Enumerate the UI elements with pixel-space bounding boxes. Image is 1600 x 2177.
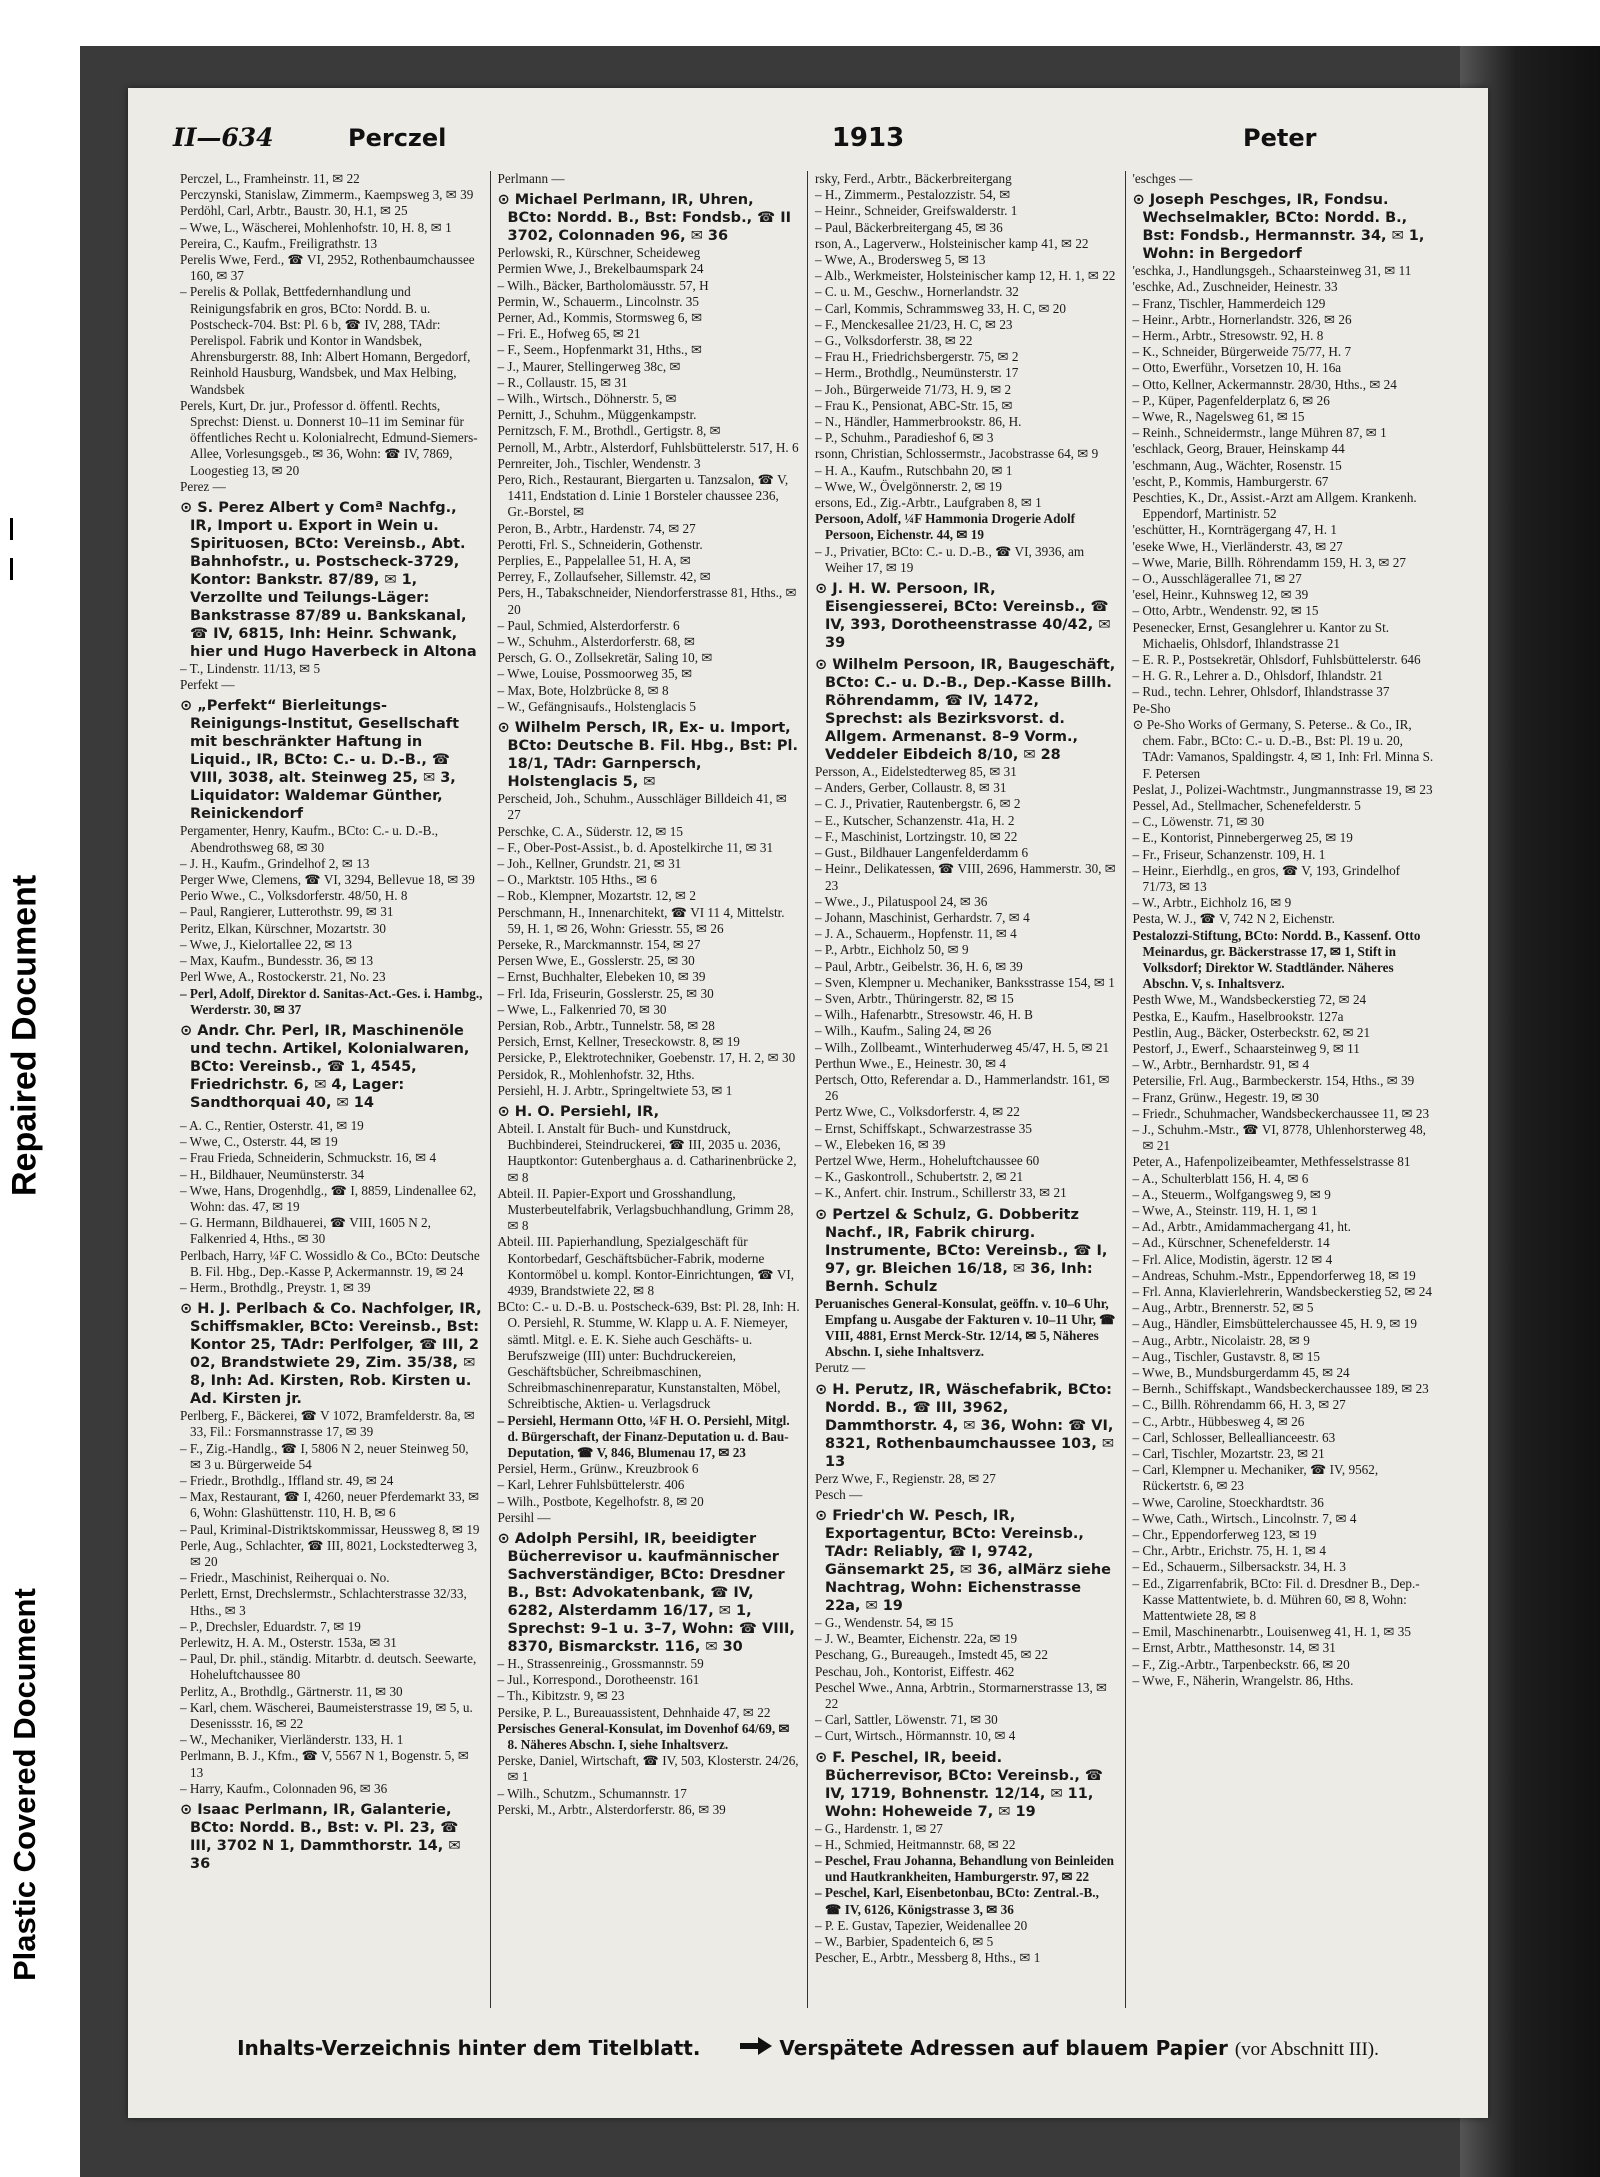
directory-entry: Perlitz, A., Brothdlg., Gärtnerstr. 11, ✉ 30 xyxy=(180,1683,403,1699)
directory-entry: – Reinh., Schneidermstr., lange Mühren 87, ✉ 1 xyxy=(1132,425,1387,441)
directory-entry: – Friedr., Brothdlg., Iffland str. 49, ✉ 24 xyxy=(180,1472,394,1488)
directory-entry: – Wilh., Zollbeamt., Winterhuderweg 45/47, H. 5, ✉ 21 xyxy=(815,1039,1110,1055)
page-header xyxy=(173,123,1443,165)
directory-entry: Pertsch, Otto, Referendar a. D., Hammerlandstr. 161, ✉ 26 xyxy=(815,1071,1110,1104)
directory-entry: – H., Zimmerm., Pestalozzistr. 54, ✉ xyxy=(815,187,1011,203)
directory-entry: – W., Mechaniker, Vierländerstr. 133, H. 1 xyxy=(180,1732,404,1748)
directory-entry: ⊙ Joseph Peschges, IR, Fondsu. Wechselmakler, BCto: Nordd. B., Bst: Fondsb., Hermannstr. 34, ✉ 1, Wohn: in Bergedorf xyxy=(1132,192,1425,263)
directory-entry: Abteil. II. Papier-Export und Grosshandlung, Musterbeutelfabrik, Verlagsbuchhandlung, Grimm 28, ✉ 8 xyxy=(497,1185,794,1234)
directory-entry: Persich, Ernst, Kellner, Treseckowstr. 8, ✉ 19 xyxy=(497,1034,740,1050)
directory-entry: ⊙ Andr. Chr. Perl, IR, Maschinenöle und techn. Artikel, Kolonialwaren, BCto: Vereinsb., ☎ 1, 4545, Friedrichstr. 6, ✉ 4, Lager: Sandthorquai 40, ✉ 14 xyxy=(180,1022,470,1111)
directory-entry: – Frl. Alice, Modistin, ägerstr. 12 ✉ 4 xyxy=(1132,1251,1333,1267)
directory-entry: – Otto, Ewerführ., Vorsetzen 10, H. 16a xyxy=(1132,360,1342,376)
directory-entry: Perthun Wwe., E., Heinestr. 30, ✉ 4 xyxy=(815,1055,1007,1071)
directory-entry: Perlbach, Harry, ¼F C. Wossidlo & Co., BCto: Deutsche B. Fil. Hbg., Dep.-Kasse P, Ackermannstr. 19, ✉ 24 xyxy=(180,1247,480,1279)
directory-entry: – Wwe, L., Falkenried 70, ✉ 30 xyxy=(497,1001,667,1017)
directory-entry: – Friedr., Maschinist, Reiherquai o. No. xyxy=(180,1570,390,1586)
directory-entry: – F., Seem., Hopfenmarkt 31, Hths., ✉ xyxy=(497,342,702,358)
directory-entry: Perelis Wwe, Ferd., ☎ VI, 2952, Rothenbaumchaussee 160, ✉ 37 xyxy=(180,252,475,284)
directory-entry: – Aug., Arbtr., Brennerstr. 52, ✉ 5 xyxy=(1132,1300,1314,1316)
directory-entry: – Frau K., Pensionat, ABC-Str. 15, ✉ xyxy=(815,397,1013,413)
directory-entry: Petersilie, Frl. Aug., Barmbeckerstr. 154, Hths., ✉ 39 xyxy=(1132,1073,1415,1089)
directory-entry: – Carl, Kommis, Schrammsweg 33, H. C, ✉ 20 xyxy=(815,300,1066,316)
directory-entry: – Ed., Schauerm., Silbersackstr. 34, H. 3 xyxy=(1132,1559,1347,1575)
directory-entry: – Ernst, Schiffskapt., Schwarzestrasse 35 xyxy=(815,1120,1032,1136)
directory-entry: – W., Schuhm., Alsterdorferstr. 68, ✉ xyxy=(497,634,695,650)
directory-entry: Perez — xyxy=(180,478,226,494)
directory-entry: – Ad., Kürschner, Schenefelderstr. 14 xyxy=(1132,1235,1330,1251)
directory-entry: – Emil, Maschinenarbtr., Louisenweg 41, H. 1, ✉ 35 xyxy=(1132,1624,1411,1640)
directory-entry: – R., Collaustr. 15, ✉ 31 xyxy=(497,374,628,390)
directory-entry: – H., Strassenreinig., Grossmannstr. 59 xyxy=(497,1656,704,1672)
directory-entry: ⊙ Isaac Perlmann, IR, Galanterie, BCto: Nordd. B., Bst: v. Pl. 23, ☎ III, 3702 N 1, Dammthorstr. 14, ✉ 36 xyxy=(180,1802,461,1873)
directory-columns xyxy=(173,171,1443,2008)
directory-entry: – Wilh., Bäcker, Bartholomäusstr. 57, H xyxy=(497,277,709,293)
directory-entry: – Wwe, J., Kielortallee 22, ✉ 13 xyxy=(180,936,352,952)
directory-entry: – F., Ober-Post-Assist., b. d. Apostelkirche 11, ✉ 31 xyxy=(497,839,774,855)
directory-entry: Pertz Wwe, C., Volksdorferstr. 4, ✉ 22 xyxy=(815,1104,1020,1120)
directory-entry: Peschang, G., Bureaugeh., Imstedt 45, ✉ 22 xyxy=(815,1647,1048,1663)
directory-entry: – A., Steuerm., Wolfgangsweg 9, ✉ 9 xyxy=(1132,1186,1331,1202)
directory-entry: – Heinr., Eierhdlg., en gros, ☎ V, 193, Grindelhof 71/73, ✉ 13 xyxy=(1132,862,1401,894)
directory-entry: – O., Marktstr. 105 Hths., ✉ 6 xyxy=(497,872,657,888)
directory-entry: Perlowski, R., Kürschner, Scheideweg xyxy=(497,245,701,261)
directory-entry: – E., Kutscher, Schanzenstr. 41a, H. 2 xyxy=(815,812,1015,828)
directory-entry: Pernitt, J., Schuhm., Müggenkampstr. xyxy=(497,407,697,423)
directory-entry: – F., Menckesallee 21/23, H. C, ✉ 23 xyxy=(815,316,1013,332)
directory-entry: – Johann, Maschinist, Gerhardstr. 7, ✉ 4 xyxy=(815,909,1030,925)
directory-entry: – C., Löwenstr. 71, ✉ 30 xyxy=(1132,814,1265,830)
directory-entry: 'eseke Wwe, H., Vierländerstr. 43, ✉ 27 xyxy=(1132,538,1343,554)
page-footer xyxy=(173,2028,1443,2068)
directory-entry: Perlberg, F., Bäckerei, ☎ V 1072, Bramfelderstr. 8a, ✉ 33, Fil.: Forsmannstrasse 17, ✉ 39 xyxy=(180,1408,475,1440)
footer-index-note: Inhalts-Verzeichnis hinter dem Titelblatt. xyxy=(237,2036,701,2060)
directory-entry: – Wwe, F., Näherin, Wrangelstr. 86, Hths. xyxy=(1132,1672,1354,1688)
directory-entry: – W., Arbtr., Eichholz 16, ✉ 9 xyxy=(1132,895,1292,911)
directory-entry: – Wwe, Louise, Possmoorweg 35, ✉ xyxy=(497,666,693,682)
directory-entry: – J. W., Beamter, Eichenstr. 22a, ✉ 19 xyxy=(815,1631,1018,1647)
directory-entry: ⊙ H. Perutz, IR, Wäschefabrik, BCto: Nordd. B., ☎ III, 3962, Dammthorstr. 4, ✉ 36, Wohn: ☎ VI, 8321, Rothenbaumchaussee 103, ✉ 13 xyxy=(815,1381,1115,1470)
directory-entry: – T., Lindenstr. 11/13, ✉ 5 xyxy=(180,661,321,677)
directory-entry: Perski, M., Arbtr., Alsterdorferstr. 86, ✉ 39 xyxy=(497,1801,726,1817)
directory-entry: – Max, Kaufm., Bundesstr. 36, ✉ 13 xyxy=(180,953,374,969)
directory-entry: – F., Zig.-Handlg., ☎ I, 5806 N 2, neuer Steinweg 50, ✉ 3 u. Bürgerweide 54 xyxy=(180,1440,469,1472)
directory-entry: Perfekt — xyxy=(180,677,235,693)
directory-entry: – Ed., Zigarrenfabrik, BCto: Fil. d. Dresdner B., Dep.-Kasse Mattentwiete, b. d. Mühren 60, ✉ 8, Wohn: Mattentwiete 28, ✉ 8 xyxy=(1132,1575,1420,1624)
directory-entry: – C., Arbtr., Hübbesweg 4, ✉ 26 xyxy=(1132,1413,1305,1429)
directory-entry: – Carl, Sattler, Löwenstr. 71, ✉ 30 xyxy=(815,1712,998,1728)
directory-entry: Perotti, Frl. S., Schneiderin, Gothenstr. xyxy=(497,536,703,552)
directory-entry: Perlmann — xyxy=(497,171,565,186)
directory-entry: Perplies, E., Pappelallee 51, H. A, ✉ xyxy=(497,553,691,569)
directory-entry: Pernoll, M., Arbtr., Alsterdorf, Fuhlsbüttelerstr. 517, H. 6 xyxy=(497,439,799,455)
directory-entry: – Friedr., Schuhmacher, Wandsbeckerchaussee 11, ✉ 23 xyxy=(1132,1105,1430,1121)
directory-entry: – Max, Bote, Holzbrücke 8, ✉ 8 xyxy=(497,682,669,698)
directory-entry: – N., Händler, Hammerbrookstr. 86, H. xyxy=(815,414,1022,430)
directory-entry: – A. C., Rentier, Osterstr. 41, ✉ 19 xyxy=(180,1117,364,1133)
directory-entry: 'eschütter, H., Kornträgergang 47, H. 1 xyxy=(1132,522,1337,538)
directory-entry: Perseke, R., Marckmannstr. 154, ✉ 27 xyxy=(497,936,701,952)
directory-entry: Perscheid, Joh., Schuhm., Ausschläger Billdeich 41, ✉ 27 xyxy=(497,791,787,823)
dash-mark xyxy=(10,518,13,540)
directory-entry: Perle, Aug., Schlachter, ☎ III, 8021, Lockstedterweg 3, ✉ 20 xyxy=(180,1537,478,1569)
directory-entry: Permien Wwe, J., Brekelbaumspark 24 xyxy=(497,261,704,277)
directory-entry: Pestka, E., Kaufm., Haselbrookstr. 127a xyxy=(1132,1008,1344,1024)
directory-entry: – C., Billh. Röhrendamm 66, H. 3, ✉ 27 xyxy=(1132,1397,1346,1413)
directory-entry: Peschel Wwe., Anna, Arbtrin., Stormarnerstrasse 13, ✉ 22 xyxy=(815,1679,1108,1711)
directory-entry: – Karl, Lehrer Fuhlsbüttelerstr. 406 xyxy=(497,1477,685,1493)
directory-entry: Perlmann, B. J., Kfm., ☎ V, 5567 N 1, Bogenstr. 5, ✉ 13 xyxy=(180,1748,469,1780)
directory-entry: – P. E. Gustav, Tapezier, Weidenallee 20 xyxy=(815,1917,1028,1933)
directory-entry: Persson, A., Eidelstedterweg 85, ✉ 31 xyxy=(815,764,1017,780)
directory-entry: Persiehl, H. J. Arbtr., Springeltwiete 53, ✉ 1 xyxy=(497,1082,733,1098)
directory-entry: Persisches General-Konsulat, im Dovenhof 64/69, ✉ 8. Näheres Abschn. I, siehe Inhaltsverz. xyxy=(497,1720,790,1753)
directory-entry: Pestlin, Aug., Bäcker, Osterbeckstr. 62, ✉ 21 xyxy=(1132,1024,1371,1040)
directory-entry: ⊙ Pertzel & Schulz, G. Dobberitz Nachf., IR, Fabrik chirurg. Instrumente, BCto: Vereinsb., ☎ I, 97, gr. Bleichen 16/18, ✉ 36, Inh: Bernh. Schulz xyxy=(815,1206,1108,1295)
directory-entry: – Perelis & Pollak, Bettfedernhandlung und Reinigungsfabrik en gros, BCto: Nordd. B. u. Postscheck-704. Bst: Pl. 6 b, ☎ IV, 288, TAdr: Perelispol. Fabrik und Kontor in Wandsbek, Ahrensburgerstr. 88, Inh: Albert Homann, Bergedorf, Reinhold Hausburg, Wandsbek, und Max Helbing, Wandsbek xyxy=(180,284,471,397)
directory-entry: 'eschlack, Georg, Brauer, Heinskamp 44 xyxy=(1132,441,1345,457)
directory-entry: – Otto, Kellner, Ackermannstr. 28/30, Hths., ✉ 24 xyxy=(1132,376,1397,392)
directory-entry: – Ad., Arbtr., Amidammachergang 41, ht. xyxy=(1132,1219,1351,1235)
directory-entry: – Franz, Grünw., Hegestr. 19, ✉ 30 xyxy=(1132,1089,1319,1105)
directory-entry: Perschmann, H., Innenarchitekt, ☎ VI 11 4, Mittelstr. 59, H. 1, ✉ 26, Wohn: Griesstr. 55, ✉ 26 xyxy=(497,904,785,936)
directory-entry: – Peschel, Frau Johanna, Behandlung von Beinleiden und Hautkrankheiten, Hamburgerstr. 97, ✉ 22 xyxy=(815,1853,1114,1885)
directory-entry: Perdöhl, Carl, Arbtr., Baustr. 30, H.1, ✉ 25 xyxy=(180,203,408,219)
directory-entry: Peruanisches General-Konsulat, geöffn. v. 10–6 Uhr, Empfang u. Ausgabe der Fakturen v. 10–11 Uhr, ☎ VIII, 4881, Ernst Merck-Str. 12/14, ✉ 5, Näheres Abschn. I, siehe Inhaltsverz. xyxy=(815,1295,1116,1360)
directory-entry: ⊙ J. H. W. Persoon, IR, Eisengiesserei, BCto: Vereinsb., ☎ IV, 393, Dorotheenstrasse 40/42, ✉ 39 xyxy=(815,581,1111,652)
directory-entry: – G., Volksdorferstr. 38, ✉ 22 xyxy=(815,333,973,349)
directory-entry: Persen Wwe, E., Gosslerstr. 25, ✉ 30 xyxy=(497,953,695,969)
directory-entry: – Herm., Brothdlg., Neumünsterstr. 17 xyxy=(815,365,1019,381)
directory-entry: 'escht, P., Kommis, Hamburgerstr. 67 xyxy=(1132,473,1329,489)
directory-entry: – Paul, Bäckerbreitergang 45, ✉ 36 xyxy=(815,219,1003,235)
directory-entry: Pereira, C., Kaufm., Freiligrathstr. 13 xyxy=(180,235,378,251)
directory-entry: ⊙ Michael Perlmann, IR, Uhren, BCto: Nordd. B., Bst: Fondsb., ☎ II 3702, Colonnaden 96, ✉ 36 xyxy=(497,192,792,245)
directory-entry: – J., Schuhm.-Mstr., ☎ VI, 8778, Uhlenhorsterweg 48, ✉ 21 xyxy=(1132,1121,1426,1154)
directory-entry: – Wilh., Wirtsch., Döhnerstr. 5, ✉ xyxy=(497,391,677,407)
directory-entry: Perlewitz, H. A. M., Osterstr. 153a, ✉ 31 xyxy=(180,1634,397,1650)
directory-entry: ⊙ Wilhelm Persoon, IR, Baugeschäft, BCto: C.- u. D.-B., Dep.-Kasse Billh. Röhrendamm, ☎ IV, 1472, Sprechst: als Bezirksvorst. d. Allgem. Armenanst. 8–9 Vorm., Veddeler Eibdeich 8/10, ✉ 28 xyxy=(815,657,1116,764)
directory-entry: – Aug., Arbtr., Nicolaistr. 28, ✉ 9 xyxy=(1132,1332,1310,1348)
directory-entry: Persoon, Adolf, ¼F Hammonia Drogerie Adolf Persoon, Eichenstr. 44, ✉ 19 xyxy=(815,511,1076,543)
directory-entry: Perner, Ad., Kommis, Stormsweg 6, ✉ xyxy=(497,310,703,326)
directory-entry: – Gust., Bildhauer Langenfelderdamm 6 xyxy=(815,845,1029,861)
directory-entry: Abteil. I. Anstalt für Buch- und Kunstdruck, Buchbinderei, Steindruckerei, ☎ III, 2035 u. 2036, Hauptkontor: Gutenberghaus a. d. Catharinenbrücke 2, ✉ 8 xyxy=(497,1120,797,1185)
footer-late-addresses xyxy=(740,2036,1378,2061)
directory-entry: Persiel, Herm., Grünw., Kreuzbrook 6 xyxy=(497,1461,699,1477)
directory-entry: – Sven, Klempner u. Mechaniker, Banksstrasse 154, ✉ 1 xyxy=(815,974,1115,990)
directory-entry: ⊙ S. Perez Albert y Comª Nachfg., IR, Import u. Export in Wein u. Spirituosen, BCto: Vereinsb., Abt. Bahnhofstr., u. Postscheck-3729, Kontor: Bankstr. 87/89, ✉ 1, Verzollte und Teilungs-Läger: Bankstrasse 87/89 u. Bankskanal, ☎ IV, 6815, Inh: Heinr. Schwank, hier und Hugo Haverbeck in Altona xyxy=(180,500,477,661)
directory-entry: Pers, H., Tabakschneider, Niendorferstrasse 81, Hths., ✉ 20 xyxy=(497,585,797,617)
directory-entry: – Paul, Rangierer, Lutterothstr. 99, ✉ 31 xyxy=(180,904,394,920)
directory-entry: ⊙ Friedr'ch W. Pesch, IR, Exportagentur, BCto: Vereinsb., TAdr: Reliably, ☎ I, 9742, Gänsemarkt 25, ✉ 36, alMärz siehe Nachtrag, Wohn: Eichenstrasse 22a, ✉ 19 xyxy=(815,1507,1112,1614)
directory-entry: – F., Maschinist, Lortzingstr. 10, ✉ 22 xyxy=(815,828,1018,844)
directory-entry: Peschties, K., Dr., Assist.-Arzt am Allgem. Krankenh. Eppendorf, Martinistr. 52 xyxy=(1132,490,1417,522)
directory-entry: 'eschmann, Aug., Wächter, Rosenstr. 15 xyxy=(1132,457,1342,473)
directory-entry: – K., Gaskontroll., Schubertstr. 2, ✉ 21 xyxy=(815,1169,1024,1185)
directory-entry: – Perl, Adolf, Direktor d. Sanitas-Act.-Ges. i. Hambg., Werderstr. 30, ✉ 37 xyxy=(180,985,483,1017)
directory-entry: – Max, Restaurant, ☎ I, 4260, neuer Pferdemarkt 33, ✉ 6, Wohn: Glashüttenstr. 110, H. B, ✉ 6 xyxy=(180,1489,480,1521)
header-last-name: Peter xyxy=(1243,124,1317,152)
column-1 xyxy=(173,171,491,2008)
directory-entry: – Frl. Anna, Klavierlehrerin, Wandsbeckerstieg 52, ✉ 24 xyxy=(1132,1284,1432,1299)
directory-entry: rson, A., Lagerverw., Holsteinischer kamp 41, ✉ 22 xyxy=(815,235,1089,251)
directory-entry: – Heinr., Arbtr., Hornerlandstr. 326, ✉ 26 xyxy=(1132,311,1352,327)
directory-entry: – H., Schmied, Heitmannstr. 68, ✉ 22 xyxy=(815,1836,1016,1852)
column-4 xyxy=(1126,171,1444,2008)
directory-entry: Pero, Rich., Restaurant, Biergarten u. Tanzsalon, ☎ V, 1411, Endstation d. Linie 1 Borsteler chaussee 236, Gr.-Borstel, ✉ xyxy=(497,472,789,520)
directory-entry: – W., Gefängnisaufs., Holstenglacis 5 xyxy=(497,698,697,714)
directory-entry: Pessel, Ad., Stellmacher, Schenefelderstr. 5 xyxy=(1132,797,1361,813)
directory-entry: – Carl, Tischler, Mozartstr. 23, ✉ 21 xyxy=(1132,1446,1325,1462)
directory-entry: – Paul, Kriminal-Distriktskommissar, Heussweg 8, ✉ 19 xyxy=(180,1521,480,1537)
directory-entry: – Joh., Kellner, Grundstr. 21, ✉ 31 xyxy=(497,855,682,871)
directory-entry: – Carl, Schlosser, Belleallianceestr. 63 xyxy=(1132,1429,1336,1445)
directory-entry: – Wwe, W., Övelgönnerstr. 2, ✉ 19 xyxy=(815,478,1002,494)
directory-entry: Perrey, F., Zollaufseher, Sillemstr. 42, ✉ xyxy=(497,569,711,585)
scan-area xyxy=(80,46,1600,2177)
directory-entry: ⊙ F. Peschel, IR, beeid. Bücherrevisor, BCto: Vereinsb., ☎ IV, 1719, Bohnenstr. 12/14, ✉ 11, Wohn: Hoheweide 7, ✉ 19 xyxy=(815,1749,1103,1820)
directory-entry: Pernitzsch, F. M., Brothdl., Gertigstr. 8, ✉ xyxy=(497,423,721,439)
directory-entry: – Heinr., Schneider, Greifswalderstr. 1 xyxy=(815,203,1018,219)
directory-entry: Persicke, P., Elektrotechniker, Goebenstr. 17, H. 2, ✉ 30 xyxy=(497,1050,796,1066)
directory-entry: – Wilh., Postbote, Kegelhofstr. 8, ✉ 20 xyxy=(497,1493,704,1509)
directory-entry: – Wwe, A., Steinstr. 119, H. 1, ✉ 1 xyxy=(1132,1202,1318,1218)
directory-entry: ⊙ Pe-Sho Works of Germany, S. Peterse.. & Co., IR, chem. Fabr., BCto: C.- u. D.-B., Bst: Pl. 19 u. 20, TAdr: Vamanos, Spaldingstr. 4, ✉ 1, Inh: Frl. Minna S. F. Petersen xyxy=(1132,716,1434,781)
directory-entry: Pesch — xyxy=(815,1486,863,1502)
directory-entry: – Wwe, Hans, Drogenhdlg., ☎ I, 8859, Lindenallee 62, Wohn: das. 47, ✉ 19 xyxy=(180,1182,477,1214)
directory-entry: Pesenecker, Ernst, Gesanglehrer u. Kantor zu St. Michaelis, Ohlsdorf, Ihlandstrasse 21 xyxy=(1132,619,1390,651)
plastic-covered-document-label: Plastic Covered Document xyxy=(7,1588,42,1982)
directory-entry: – Wwe, Cath., Wirtsch., Lincolnstr. 7, ✉ 4 xyxy=(1132,1510,1357,1526)
directory-entry: – Karl, chem. Wäscherei, Baumeisterstrasse 19, ✉ 5, u. Desenissstr. 16, ✉ 22 xyxy=(180,1699,473,1731)
directory-entry: – C. u. M., Geschw., Hornerlandstr. 32 xyxy=(815,284,1019,300)
directory-entry: ersons, Ed., Zig.-Arbtr., Laufgraben 8, ✉ 1 xyxy=(815,495,1042,511)
directory-entry: Perels, Kurt, Dr. jur., Professor d. öffentl. Rechts, Sprechst: Dienst. u. Donnerst 10–11 im Seminar für öffentliches Recht u. Kolonialrecht, Edmund-Siemers-Allee, Vorlesungsgeb., ✉ 36, Wohn: ☎ IV, 7869, Loogestieg 13, ✉ 20 xyxy=(180,397,478,478)
directory-entry: 'eschka, J., Handlungsgeh., Schaarsteinweg 31, ✉ 11 xyxy=(1132,263,1412,279)
directory-entry: – Frau Frieda, Schneiderin, Schmuckstr. 16, ✉ 4 xyxy=(180,1150,437,1166)
directory-entry: – Paul, Dr. phil., ständig. Mitarbtr. d. deutsch. Seewarte, Hoheluftchaussee 80 xyxy=(180,1651,477,1683)
directory-entry: – Wwe, L., Wäscherei, Mohlenhofstr. 10, H. 8, ✉ 1 xyxy=(180,219,452,235)
footer-late-text: Verspätete Adressen auf blauem Papier xyxy=(779,2035,1228,2060)
repaired-document-label: Repaired Document xyxy=(5,874,44,1196)
directory-entry: Peritz, Elkan, Kürschner, Mozartstr. 30 xyxy=(180,920,387,936)
directory-entry: Perutz — xyxy=(815,1360,866,1376)
directory-entry: – P., Schuhm., Paradieshof 6, ✉ 3 xyxy=(815,430,994,446)
directory-entry: ⊙ H. J. Perlbach & Co. Nachfolger, IR, Schiffsmakler, BCto: Vereinsb., Bst: Kontor 25, TAdr: Perlfolger, ☎ III, 2 02, Brandstwiete 29, Zim. 35/38, ✉ 8, Inh: Ad. Kirsten, Rob. Kirsten u. Ad. Kirsten jr. xyxy=(180,1301,482,1408)
column-3 xyxy=(808,171,1126,2008)
directory-entry: – Paul, Schmied, Alsterdorferstr. 6 xyxy=(497,617,680,633)
directory-entry: – Ernst, Buchhalter, Elebeken 10, ✉ 39 xyxy=(497,969,706,985)
dash-mark xyxy=(10,558,13,580)
directory-entry: – Wwe, Marie, Billh. Röhrendamm 159, H. 3, ✉ 27 xyxy=(1132,554,1406,570)
directory-entry: – Fri. E., Hofweg 65, ✉ 21 xyxy=(497,326,641,342)
directory-entry: – W., Elebeken 16, ✉ 39 xyxy=(815,1136,946,1152)
directory-entry: Persike, P. L., Bureauassistent, Dehnhaide 47, ✉ 22 xyxy=(497,1704,771,1720)
directory-entry: – O., Ausschlägerallee 71, ✉ 27 xyxy=(1132,571,1302,587)
directory-entry: – Persiehl, Hermann Otto, ¼F H. O. Persiehl, Mitgl. d. Bürgerschaft, der Finanz-Deputation u. d. Bau-Deputation, ☎ V, 846, Blumenau 17, ✉ 23 xyxy=(497,1412,790,1461)
directory-entry: – P., Drechsler, Eduardstr. 7, ✉ 19 xyxy=(180,1618,361,1634)
header-year: 1913 xyxy=(831,123,905,153)
directory-entry: – Aug., Händler, Eimsbüttelerchaussee 45, H. 9, ✉ 19 xyxy=(1132,1316,1417,1332)
directory-entry: – Frau H., Friedrichsbergerstr. 75, ✉ 2 xyxy=(815,349,1019,365)
directory-entry: – Wwe, B., Mundsburgerdamm 45, ✉ 24 xyxy=(1132,1365,1350,1381)
header-first-name: Perczel xyxy=(348,124,447,152)
directory-entry: – Joh., Bürgerweide 71/73, H. 9, ✉ 2 xyxy=(815,381,1012,397)
directory-entry: – Wwe, R., Nagelsweg 61, ✉ 15 xyxy=(1132,409,1305,425)
directory-entry: – W., Barbier, Spadenteich 6, ✉ 5 xyxy=(815,1934,994,1950)
directory-entry: Perschke, C. A., Süderstr. 12, ✉ 15 xyxy=(497,823,683,839)
directory-entry: – Chr., Arbtr., Erichstr. 75, H. 1, ✉ 4 xyxy=(1132,1543,1326,1559)
directory-entry: Permin, W., Schauerm., Lincolnstr. 35 xyxy=(497,293,699,309)
directory-entry: – P., Küper, Pagenfelderplatz 6, ✉ 26 xyxy=(1132,392,1330,408)
directory-entry: – Wwe, Caroline, Stoeckhardtstr. 36 xyxy=(1132,1494,1324,1510)
directory-entry: Pesth Wwe, M., Wandsbeckerstieg 72, ✉ 24 xyxy=(1132,992,1367,1008)
directory-entry: – P., Arbtr., Eichholz 50, ✉ 9 xyxy=(815,942,969,958)
directory-entry: – F., Zig.-Arbtr., Tarpenbeckstr. 66, ✉ 20 xyxy=(1132,1656,1350,1672)
directory-entry: – K., Schneider, Bürgerweide 75/77, H. 7 xyxy=(1132,344,1352,360)
directory-entry: Peter, A., Hafenpolizeibeamter, Methfesselstrasse 81 xyxy=(1132,1154,1411,1170)
directory-entry: BCto: C.- u. D.-B. u. Postscheck-639, Bst: Pl. 28, Inh: H. O. Persiehl, R. Stumme, W. Klapp u. A. F. Niemeyer, sämtl. Mitgl. e. E. K. Siehe auch Geschäfts- u. Berufszweige (III) unter: Buchdruckereien, Geschäftsbücher, Schreibmaschinen, Schreibmaschinenreparatur, Kunstanstalten, Möbel, Schreibtische, Aktien- u. Verlagsdruck xyxy=(497,1299,800,1412)
directory-entry: – H. G. R., Lehrer a. D., Ohlsdorf, Ihlandstr. 21 xyxy=(1132,668,1384,684)
directory-entry: – Aug., Tischler, Gustavstr. 8, ✉ 15 xyxy=(1132,1348,1320,1364)
directory-entry: – J., Maurer, Stellingerweg 38c, ✉ xyxy=(497,358,681,374)
directory-entry: – Chr., Eppendorferweg 123, ✉ 19 xyxy=(1132,1527,1317,1543)
directory-entry: – Herm., Brothdlg., Preystr. 1, ✉ 39 xyxy=(180,1279,371,1295)
directory-entry: Abteil. III. Papierhandlung, Spezialgeschäft für Kontorbedarf, Geschäftsbücher-Fabrik, moderne Kontormöbel u. kompl. Kontor-Einrichtungen, ☎ VI, 4939, Brandstwiete 22, ✉ 8 xyxy=(497,1234,795,1298)
directory-entry: – Frl. Ida, Friseurin, Gosslerstr. 25, ✉ 30 xyxy=(497,985,714,1001)
directory-page xyxy=(128,88,1488,2118)
directory-entry: Perlett, Ernst, Drechslermstr., Schlachterstrasse 32/33, Hths., ✉ 3 xyxy=(180,1586,467,1618)
scan-side-strip xyxy=(0,0,50,2177)
directory-entry: Pestalozzi-Stiftung, BCto: Nordd. B., Kassenf. Otto Meinardus, gr. Bäckerstrasse 17, ✉ 1, Stift in Volksdorf; Direktor W. Stadtländer. Näheres Abschn. V, s. Inhaltsverz. xyxy=(1132,927,1421,992)
directory-entry: Peron, B., Arbtr., Hardenstr. 74, ✉ 27 xyxy=(497,520,696,536)
directory-entry: 'esel, Heinr., Kuhnsweg 12, ✉ 39 xyxy=(1132,587,1309,603)
directory-entry: – Wwe, A., Brodersweg 5, ✉ 13 xyxy=(815,252,986,268)
directory-entry: – Wilh., Kaufm., Saling 24, ✉ 26 xyxy=(815,1023,992,1039)
directory-entry: Pesta, W. J., ☎ V, 742 N 2, Eichenstr. xyxy=(1132,911,1335,927)
directory-entry: Pernreiter, Joh., Tischler, Wendenstr. 3 xyxy=(497,455,701,471)
pointing-arrow-icon xyxy=(740,2037,772,2055)
directory-entry: Perczel, L., Framheinstr. 11, ✉ 22 xyxy=(180,171,360,186)
directory-entry: – Alb., Werkmeister, Holsteinischer kamp 12, H. 1, ✉ 22 xyxy=(815,268,1116,284)
directory-entry: – H., Bildhauer, Neumünsterstr. 34 xyxy=(180,1166,365,1182)
directory-entry: – W., Arbtr., Bernhardstr. 91, ✉ 4 xyxy=(1132,1057,1310,1073)
directory-entry: Perz Wwe, F., Regienstr. 28, ✉ 27 xyxy=(815,1470,996,1486)
directory-entry: rsky, Ferd., Arbtr., Bäckerbreitergang xyxy=(815,171,1012,186)
directory-entry: Perger Wwe, Clemens, ☎ VI, 3294, Bellevue 18, ✉ 39 xyxy=(180,872,475,888)
directory-entry: – Franz, Tischler, Hammerdeich 129 xyxy=(1132,295,1326,311)
directory-entry: – Ernst, Arbtr., Matthesonstr. 14, ✉ 31 xyxy=(1132,1640,1336,1656)
directory-entry: – Wwe., J., Pilatuspool 24, ✉ 36 xyxy=(815,893,988,909)
directory-entry: Persch, G. O., Zollsekretär, Saling 10, ✉ xyxy=(497,650,713,666)
directory-entry: – Jul., Korrespond., Dorotheenstr. 161 xyxy=(497,1672,700,1688)
directory-entry: – G., Wendenstr. 54, ✉ 15 xyxy=(815,1614,954,1630)
directory-entry: – Rud., techn. Lehrer, Ohlsdorf, Ihlandstrasse 37 xyxy=(1132,684,1390,700)
directory-entry: – G. Hermann, Bildhauerei, ☎ VIII, 1605 N 2, Falkenried 4, Hths., ✉ 30 xyxy=(180,1215,431,1247)
directory-entry: – A., Schulterblatt 156, H. 4, ✉ 6 xyxy=(1132,1170,1309,1186)
directory-entry: – Wwe, C., Osterstr. 44, ✉ 19 xyxy=(180,1134,338,1150)
directory-entry: rsonn, Christian, Schlossermstr., Jacobstrasse 64, ✉ 9 xyxy=(815,446,1099,462)
column-2 xyxy=(491,171,809,2008)
directory-entry: – Heinr., Delikatessen, ☎ VIII, 2696, Hammerstr. 30, ✉ 23 xyxy=(815,861,1116,893)
footer-section-ref: (vor Abschnitt III). xyxy=(1234,2038,1379,2060)
directory-entry: – Fr., Friseur, Schanzenstr. 109, H. 1 xyxy=(1132,846,1326,862)
directory-entry: Perl Wwe, A., Rostockerstr. 21, No. 23 xyxy=(180,969,386,985)
directory-entry: – Anders, Gerber, Collaustr. 8, ✉ 31 xyxy=(815,780,1007,796)
directory-entry: Perio Wwe., C., Volksdorferstr. 48/50, H. 8 xyxy=(180,888,408,904)
directory-entry: – K., Anfert. chir. Instrum., Schillerstr 33, ✉ 21 xyxy=(815,1185,1067,1201)
directory-entry: Pescher, E., Arbtr., Messberg 8, Hths., ✉ 1 xyxy=(815,1950,1041,1966)
directory-entry: Pergamenter, Henry, Kaufm., BCto: C.- u. D.-B., Abendrothsweg 68, ✉ 30 xyxy=(180,823,439,855)
directory-entry: Perczynski, Stanislaw, Zimmerm., Kaempsweg 3, ✉ 39 xyxy=(180,187,474,203)
directory-entry: Persian, Rob., Arbtr., Tunnelstr. 58, ✉ 28 xyxy=(497,1017,715,1033)
directory-entry: – Rob., Klempner, Mozartstr. 12, ✉ 2 xyxy=(497,888,696,904)
directory-entry: – Otto, Arbtr., Wendenstr. 92, ✉ 15 xyxy=(1132,603,1319,619)
directory-entry: – Wilh., Hafenarbtr., Stresowstr. 46, H. B xyxy=(815,1007,1033,1023)
directory-entry: 'eschke, Ad., Zuschneider, Heinestr. 33 xyxy=(1132,279,1338,295)
directory-entry: – E., Kontorist, Pinnebergerweg 25, ✉ 19 xyxy=(1132,830,1353,846)
directory-entry: ⊙ „Perfekt“ Bierleitungs-Reinigungs-Institut, Gesellschaft mit beschränkter Haftung in Liquid., IR, BCto: C.- u. D.-B., ☎ VIII, 3038, alt. Steinweg 25, ✉ 3, Liquidator: Waldemar Günther, Reinickendorf xyxy=(180,698,460,823)
directory-entry: Persihl — xyxy=(497,1509,551,1525)
directory-entry: – Harry, Kaufm., Colonnaden 96, ✉ 36 xyxy=(180,1780,388,1796)
directory-entry: ⊙ Wilhelm Persch, IR, Ex- u. Import, BCto: Deutsche B. Fil. Hbg., Bst: Pl. 18/1, TAdr: Garnpersch, Holstenglacis 5, ✉ xyxy=(497,720,799,791)
directory-entry: – Bernh., Schiffskapt., Wandsbeckerchaussee 189, ✉ 23 xyxy=(1132,1381,1429,1397)
directory-entry: – H. A., Kaufm., Rutschbahn 20, ✉ 1 xyxy=(815,462,1013,478)
directory-entry: – J., Privatier, BCto: C.- u. D.-B., ☎ VI, 3936, am Weiher 17, ✉ 19 xyxy=(815,543,1085,575)
directory-entry: – E. R. P., Postsekretär, Ohlsdorf, Fuhlsbüttelerstr. 646 xyxy=(1132,652,1421,668)
directory-entry: – C. J., Privatier, Rautenbergstr. 6, ✉ 2 xyxy=(815,796,1021,812)
directory-entry: Pertzel Wwe, Herm., Hoheluftchaussee 60 xyxy=(815,1152,1040,1168)
directory-entry: – Paul, Arbtr., Geibelstr. 36, H. 6, ✉ 39 xyxy=(815,958,1023,974)
directory-entry: – Sven, Arbtr., Thüringerstr. 82, ✉ 15 xyxy=(815,990,1014,1006)
directory-entry: 'eschges — xyxy=(1132,171,1193,186)
directory-entry: Pestorf, J., Ewerf., Schaarsteinweg 9, ✉ 11 xyxy=(1132,1040,1360,1056)
directory-entry: – Andreas, Schuhm.-Mstr., Eppendorferweg 18, ✉ 19 xyxy=(1132,1267,1416,1283)
directory-entry: Pe-Sho xyxy=(1132,700,1171,716)
directory-entry: – J. H., Kaufm., Grindelhof 2, ✉ 13 xyxy=(180,855,370,871)
directory-entry: – Herm., Arbtr., Stresowstr. 92, H. 8 xyxy=(1132,328,1324,344)
directory-entry: Perske, Daniel, Wirtschaft, ☎ IV, 503, Klosterstr. 24/26, ✉ 1 xyxy=(497,1753,799,1785)
directory-entry: ⊙ H. O. Persiehl, IR, xyxy=(497,1103,660,1120)
page-number: II—634 xyxy=(173,123,274,152)
directory-entry: – Carl, Klempner u. Mechaniker, ☎ IV, 9562, Rückertstr. 6, ✉ 23 xyxy=(1132,1462,1379,1494)
directory-entry: – Wilh., Schutzm., Schumannstr. 17 xyxy=(497,1785,687,1801)
directory-entry: Peslat, J., Polizei-Wachtmstr., Jungmannstrasse 19, ✉ 23 xyxy=(1132,781,1433,797)
directory-entry: – J. A., Schauerm., Hopfenstr. 11, ✉ 4 xyxy=(815,926,1017,942)
directory-entry: Persidok, R., Mohlenhofstr. 32, Hths. xyxy=(497,1066,695,1082)
directory-entry: – G., Hardenstr. 1, ✉ 27 xyxy=(815,1820,943,1836)
directory-entry: – Th., Kibitzstr. 9, ✉ 23 xyxy=(497,1688,625,1704)
directory-entry: ⊙ Adolph Persihl, IR, beeidigter Bücherrevisor u. kaufmännischer Sachverständiger, BCto: Dresdner B., Bst: Advokatenbank, ☎ IV, 6282, Alsterdamm 16/17, ✉ 1, Sprechst: 9–1 u. 3–7, Wohn: ☎ VIII, 8370, Bismarckstr. 116, ✉ 30 xyxy=(497,1531,795,1656)
directory-entry: – Peschel, Karl, Eisenbetonbau, BCto: Zentral.-B., ☎ IV, 6126, Königstrasse 3, ✉ 36 xyxy=(815,1885,1099,1917)
directory-entry: Peschau, Joh., Kontorist, Eiffestr. 462 xyxy=(815,1663,1015,1679)
directory-entry: – Curt, Wirtsch., Hörmannstr. 10, ✉ 4 xyxy=(815,1728,1016,1744)
